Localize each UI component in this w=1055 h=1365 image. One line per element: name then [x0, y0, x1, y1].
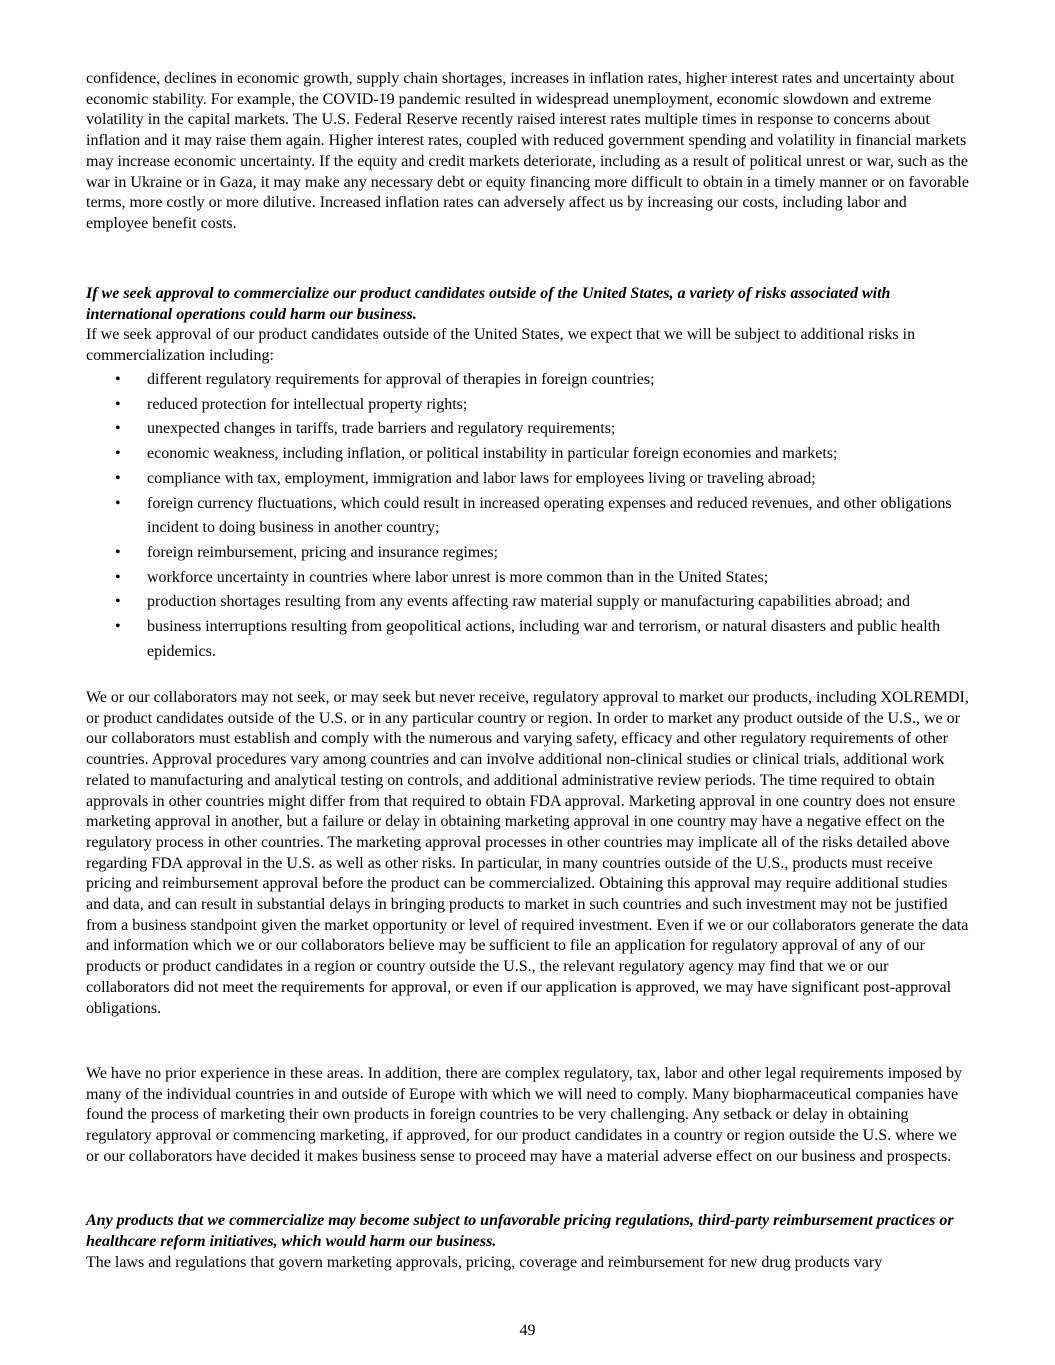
- bullet-item: • foreign reimbursement, pricing and insurance regimes;: [86, 541, 972, 566]
- bullet-item: • compliance with tax, employment, immigration and labor laws for employees living or traveling abroad;: [86, 467, 972, 492]
- paragraph-laws-and-regulations: The laws and regulations that govern marketing approvals, pricing, coverage and reimbursement for new drug products vary: [86, 1254, 883, 1271]
- section-heading-pricing-regulations: Any products that we commercialize may become subject to unfavorable pricing regulations, third-party reimbursement practices or healthcare reform initiatives, which would harm our business.: [86, 1212, 954, 1250]
- bullet-item: • unexpected changes in tariffs, trade barriers and regulatory requirements;: [86, 417, 972, 442]
- paragraph-prior-experience: We have no prior experience in these areas. In addition, there are complex regulatory, tax, labor and other legal requirements imposed by many of the individual countries in and outside of Europe with which we will need to comply. Many biopharmaceutical companies have found the process of marketing their own products in foreign countries to be very challenging. Any setback or delay in obtaining regulatory approval or commencing marketing, if approved, for our product candidates in a country or region outside the U.S. where we or our collaborators have decided it makes business sense to proceed may have a material adverse effect on our business and prospects.: [86, 1065, 962, 1165]
- section-heading-international-risks: If we seek approval to commercialize our product candidates outside of the United States, a variety of risks associated with international operations could harm our business.: [86, 285, 891, 323]
- risk-bullet-list: [86, 368, 972, 664]
- bullet-item: • different regulatory requirements for approval of therapies in foreign countries;: [86, 368, 972, 393]
- paragraph-economic-conditions: confidence, declines in economic growth, supply chain shortages, increases in inflation rates, higher interest rates and uncertainty about economic stability. For example, the COVID-19 pandemic resulted in widespread unemployment, economic slowdown and extreme volatility in the capital markets. The U.S. Federal Reserve recently raised interest rates multiple times in response to concerns about inflation and it may raise them again. Higher interest rates, coupled with reduced government spending and volatility in financial markets may increase economic uncertainty. If the equity and credit markets deteriorate, including as a result of political unrest or war, such as the war in Ukraine or in Gaza, it may make any necessary debt or equity financing more difficult to obtain in a timely manner or on favorable terms, more costly or more dilutive. Increased inflation rates can adversely affect us by increasing our costs, including labor and employee benefit costs.: [86, 70, 969, 232]
- bullet-item: • foreign currency fluctuations, which could result in increased operating expenses and reduced revenues, and other obligations incident to doing business in another country;: [86, 492, 972, 541]
- bullet-item: • workforce uncertainty in countries where labor unrest is more common than in the United States;: [86, 566, 972, 591]
- paragraph-regulatory-approval: We or our collaborators may not seek, or may seek but never receive, regulatory approval to market our products, including XOLREMDI, or product candidates outside of the U.S. or in any particular country or region. In order to market any product outside of the U.S., we or our collaborators must establish and comply with the numerous and varying safety, efficacy and other regulatory requirements of other countries. Approval procedures vary among countries and can involve additional non-clinical studies or clinical trials, additional work related to manufacturing and analytical testing on controls, and additional administrative review periods. The time required to obtain approvals in other countries might differ from that required to obtain FDA approval. Marketing approval in one country does not ensure marketing approval in another, but a failure or delay in obtaining marketing approval in one country may have a negative effect on the regulatory process in other countries. The marketing approval processes in other countries may implicate all of the risks detailed above regarding FDA approval in the U.S. as well as other risks. In particular, in many countries outside of the U.S., products must receive pricing and reimbursement approval before the product can be commercialized. Obtaining this approval may require additional studies and data, and can result in substantial delays in bringing products to market in such countries and such investment may not be justified from a business standpoint given the market opportunity or level of required investment. Even if we or our collaborators generate the data and information which we or our collaborators believe may be sufficient to file an application for regulatory approval of any of our products or product candidates in a region or country outside the U.S., the relevant regulatory agency may find that we or our collaborators did not meet the requirements for approval, or even if our application is approved, we may have significant post-approval obligations.: [86, 689, 969, 1017]
- page-number: 49: [519, 1322, 536, 1339]
- bullet-item: • reduced protection for intellectual property rights;: [86, 393, 972, 418]
- bullet-item: • production shortages resulting from any events affecting raw material supply or manufacturing capabilities abroad; and: [86, 590, 972, 615]
- bullet-item: • business interruptions resulting from geopolitical actions, including war and terrorism, or natural disasters and public health epidemics.: [86, 615, 972, 664]
- bullet-item: • economic weakness, including inflation, or political instability in particular foreign economies and markets;: [86, 442, 972, 467]
- paragraph-additional-risks-intro: If we seek approval of our product candidates outside of the United States, we expect that we will be subject to additional risks in commercialization including:: [86, 326, 916, 364]
